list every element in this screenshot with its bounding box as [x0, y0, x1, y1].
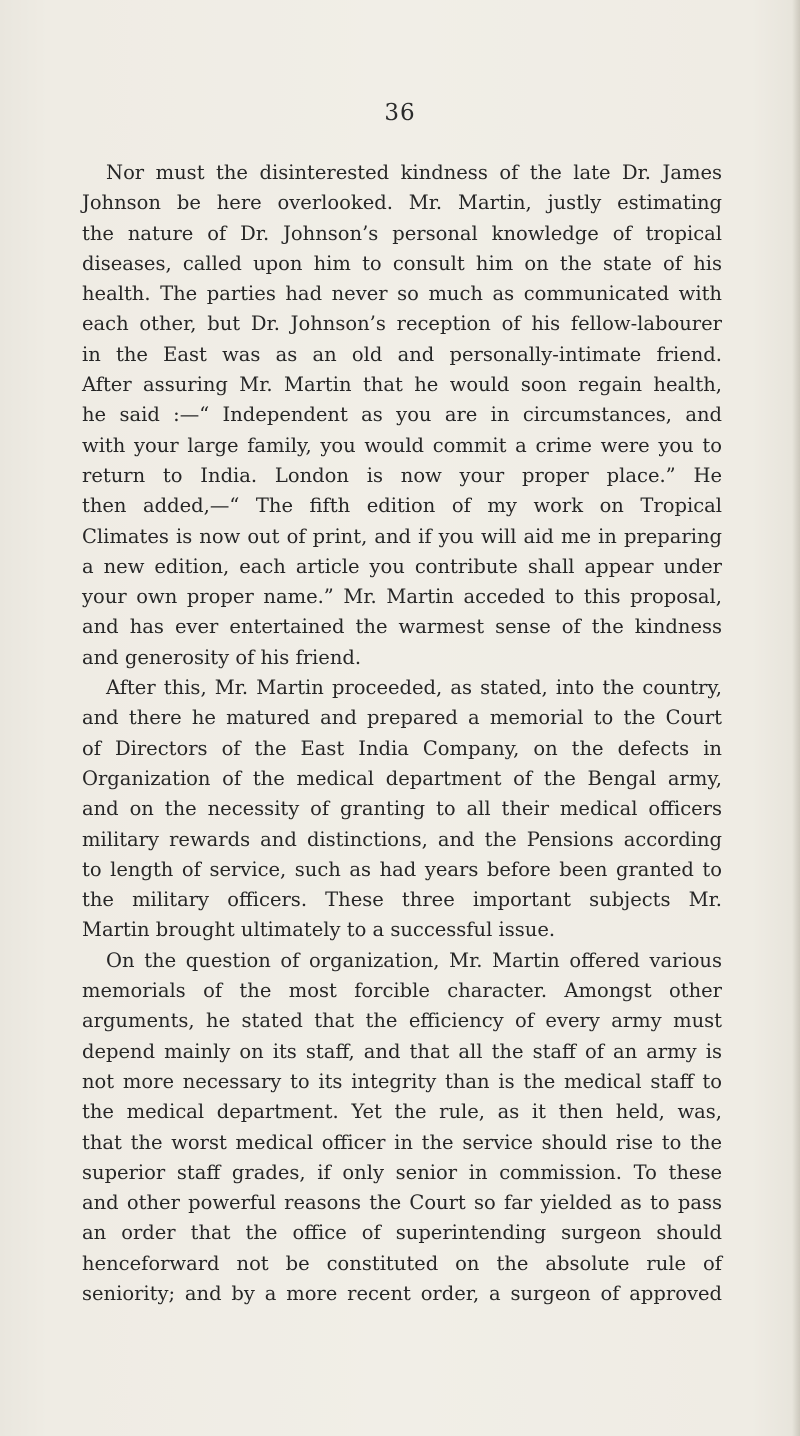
text-line: After this, Mr. Martin proceeded, as stated, into the country, [106, 676, 722, 700]
text-line: the medical department. Yet the rule, as it then held, was, [82, 1100, 722, 1124]
text-line: Martin brought ultimately to a successful issue. [82, 918, 556, 942]
text-line: with your large family, you would commit a crime were you to [82, 433, 722, 457]
text-line: Organization of the medical department of the Bengal army, [82, 766, 722, 790]
text-line: Nor must the disinterested kindness of the late Dr. James [106, 161, 722, 184]
text-line: and generosity of his friend. [82, 645, 362, 669]
text-line: health. The parties had never so much as communicated with [82, 282, 722, 306]
text-line: memorials of the most forcible character. Amongst other [82, 979, 722, 1003]
text-line: a new edition, each article you contribute shall appear under [82, 554, 722, 578]
text-line: the military officers. These three important subjects Mr. [82, 888, 722, 912]
text-line: Climates is now out of print, and if you will aid me in preparing [82, 524, 722, 548]
text-line: not more necessary to its integrity than is the medical staff to [82, 1069, 722, 1093]
text-line: arguments, he stated that the efficiency of every army must [82, 1009, 722, 1033]
text-line: and there he matured and prepared a memorial to the Court [82, 706, 722, 730]
text-line: he said :—“ Independent as you are in circumstances, and [82, 403, 722, 427]
text-line: Johnson be here overlooked. Mr. Martin, justly estimating [82, 191, 722, 215]
text-line: superior staff grades, if only senior in commission. To these [82, 1160, 722, 1184]
text-line: diseases, called upon him to consult him on the state of his [82, 251, 722, 275]
text-line: then added,—“ The fifth edition of my work on Tropical [82, 494, 722, 518]
text-line: and on the necessity of granting to all their medical officers [82, 797, 722, 821]
text-line: in the East was as an old and personally-intimate friend. [82, 342, 722, 366]
text-line: the nature of Dr. Johnson’s personal knowledge of tropical [82, 221, 722, 245]
text-line: henceforward not be constituted on the absolute rule of [82, 1251, 722, 1275]
text-line: an order that the office of superintending surgeon should [82, 1221, 722, 1245]
text-line: each other, but Dr. Johnson’s reception of his fellow-labourer [82, 312, 722, 336]
text-line: that the worst medical officer in the service should rise to the [82, 1130, 722, 1154]
page-edge-shadow [792, 0, 800, 1436]
text-line: On the question of organization, Mr. Martin offered various [106, 948, 722, 972]
text-line: return to India. London is now your proper place.” He [82, 463, 722, 487]
body-text [82, 158, 722, 1309]
text-line: and has ever entertained the warmest sense of the kindness [82, 615, 722, 639]
text-line: to length of service, such as had years before been granted to [82, 857, 722, 881]
text-line: military rewards and distinctions, and the Pensions according [82, 827, 722, 851]
text-line: depend mainly on its staff, and that all the staff of an army is [82, 1039, 722, 1063]
text-line: After assuring Mr. Martin that he would soon regain health, [82, 373, 722, 397]
text-line: of Directors of the East India Company, on the defects in [82, 736, 722, 760]
text-line: your own proper name.” Mr. Martin acceded to this proposal, [82, 585, 722, 609]
text-line: seniority; and by a more recent order, a surgeon of approved [82, 1281, 722, 1305]
text-line: and other powerful reasons the Court so far yielded as to pass [82, 1191, 722, 1215]
page-number: 36 [384, 100, 416, 126]
